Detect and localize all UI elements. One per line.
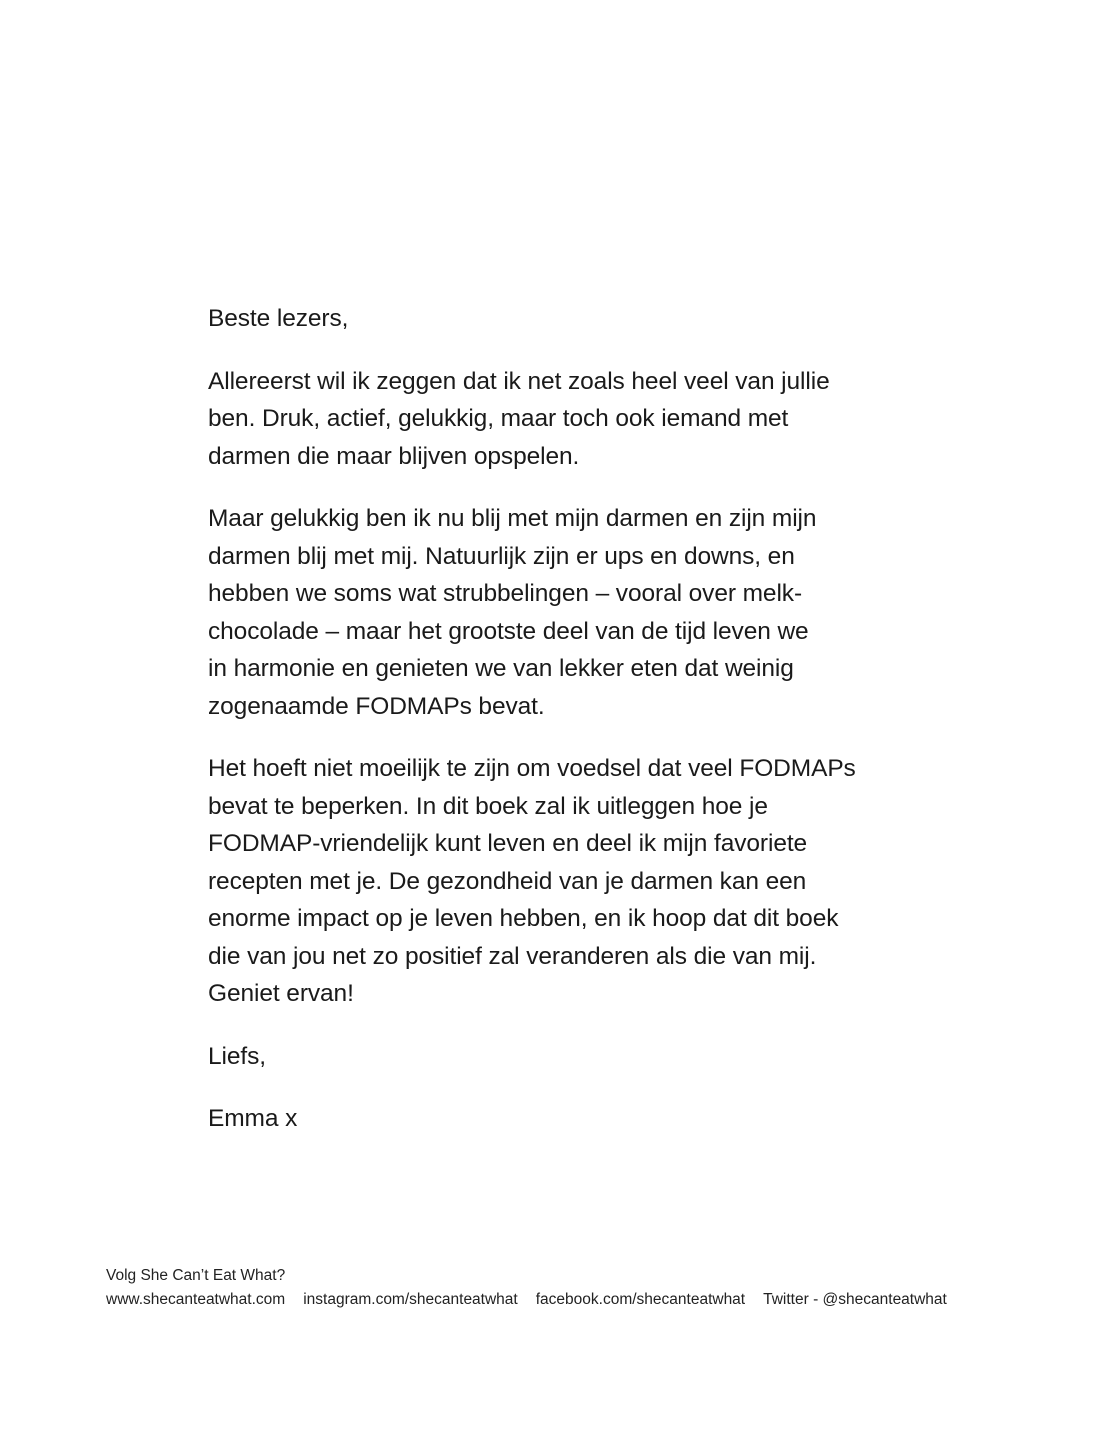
- text-line: die van jou net zo positief zal veranderen als die van mij.: [208, 942, 817, 970]
- letter-paragraph: [208, 500, 908, 725]
- text-line: zogenaamde FODMAPs bevat.: [208, 692, 545, 720]
- footer: [106, 1264, 947, 1312]
- text-line: Maar gelukkig ben ik nu blij met mijn darmen en zijn mijn: [208, 505, 817, 532]
- text-line: darmen die maar blijven opspelen.: [208, 442, 580, 470]
- text-line: hebben we soms wat strubbelingen – vooral over melk-: [208, 580, 802, 607]
- text-line: Allereerst wil ik zeggen dat ik net zoals heel veel van jullie: [208, 367, 830, 395]
- text-line: Het hoeft niet moeilijk te zijn om voedsel dat veel FODMAPs: [208, 755, 856, 782]
- text-line: Geniet ervan!: [208, 980, 354, 1007]
- website-link[interactable]: www.shecanteatwhat.com: [106, 1291, 286, 1308]
- text-line: in harmonie en genieten we van lekker eten dat weinig: [208, 655, 794, 682]
- twitter-link[interactable]: Twitter - @shecanteatwhat: [763, 1291, 947, 1308]
- letter-paragraph: [208, 750, 908, 1013]
- text-line: chocolade – maar het grootste deel van de tijd leven we: [208, 617, 809, 645]
- footer-links: [106, 1288, 947, 1312]
- letter-paragraph: [208, 363, 908, 476]
- facebook-link[interactable]: facebook.com/shecanteatwhat: [535, 1291, 746, 1308]
- text-line: recepten met je. De gezondheid van je darmen kan een: [208, 867, 807, 895]
- letter-closing: Liefs,: [208, 1042, 266, 1070]
- text-line: bevat te beperken. In dit boek zal ik uitleggen hoe je: [208, 792, 768, 820]
- text-line: enorme impact op je leven hebben, en ik hoop dat dit boek: [208, 905, 839, 932]
- text-line: darmen blij met mij. Natuurlijk zijn er ups en downs, en: [208, 542, 795, 570]
- letter-greeting: Beste lezers,: [208, 305, 349, 332]
- letter-body: [208, 300, 908, 1163]
- footer-follow-text: Volg She Can’t Eat What?: [106, 1267, 286, 1284]
- text-line: ben. Druk, actief, gelukkig, maar toch ook iemand met: [208, 405, 789, 432]
- letter-signature: Emma x: [208, 1105, 298, 1132]
- instagram-link[interactable]: instagram.com/shecanteatwhat: [303, 1291, 518, 1308]
- text-line: FODMAP-vriendelijk kunt leven en deel ik mijn favoriete: [208, 830, 808, 857]
